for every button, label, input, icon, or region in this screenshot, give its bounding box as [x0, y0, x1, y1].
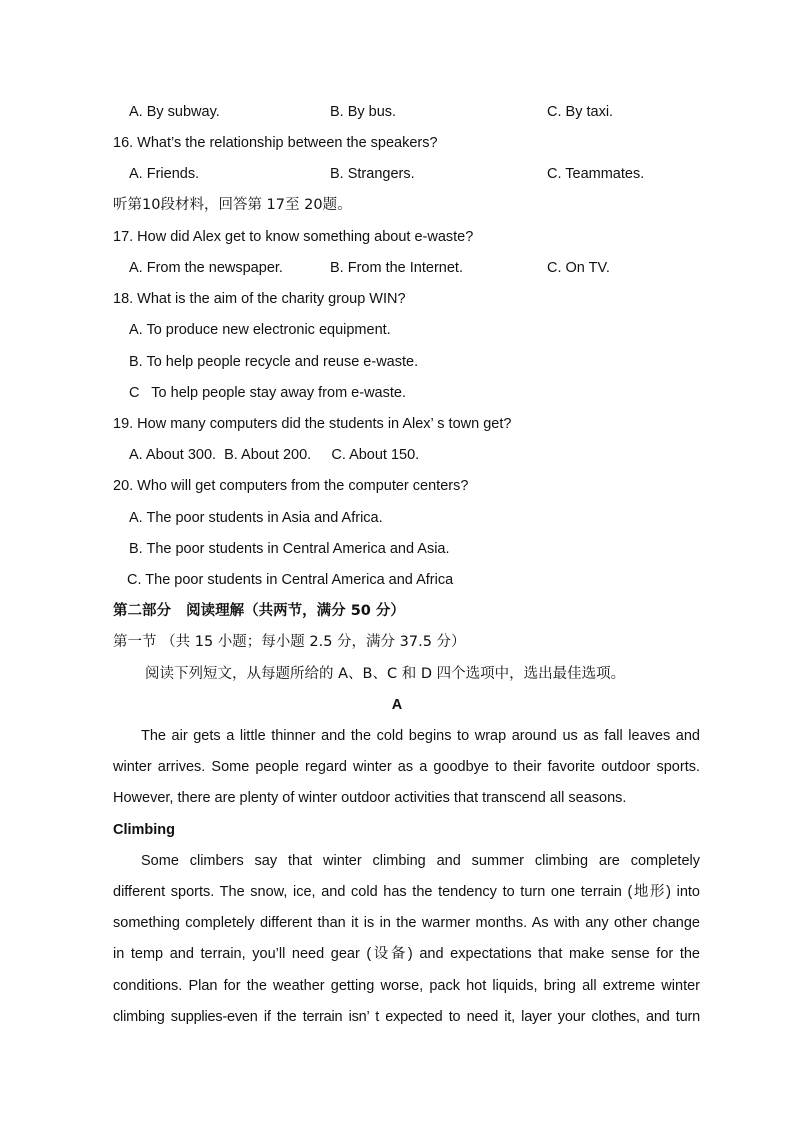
q16-stem: 16. What’s the relationship between the speakers?: [113, 135, 438, 151]
q18-option-b: B. To help people recycle and reuse e-waste.: [129, 354, 419, 370]
passage-line-3: However, there are plenty of winter outdoor activities that transcend all seasons.: [113, 790, 627, 806]
q17-stem: 17. How did Alex get to know something about e-waste?: [113, 229, 474, 245]
q20-stem: 20. Who will get computers from the computer centers?: [113, 478, 469, 494]
q19-stem: 19. How many computers did the students in Alex’ s town get?: [113, 416, 512, 432]
q18-option-c: C To help people stay away from e-waste.: [129, 385, 406, 401]
q17-option-c: C. On TV.: [547, 260, 610, 276]
q18-stem: 18. What is the aim of the charity group WIN?: [113, 291, 406, 307]
q20-option-c: C. The poor students in Central America and Africa: [127, 572, 454, 588]
q15-option-b: B. By bus.: [330, 104, 397, 120]
q16-option-c: C. Teammates.: [547, 166, 645, 182]
climbing-heading: Climbing: [113, 822, 176, 838]
reading-instruction: 阅读下列短文，从每题所给的 A、B、C 和 D 四个选项中，选出最佳选项。: [145, 666, 626, 682]
q19-options-row: A. About 300. B. About 200. C. About 150.: [129, 447, 420, 463]
passage-line-2: winter arrives. Some people regard winter as a goodbye to their favorite outdoor sports.: [113, 759, 700, 775]
q15-options-row: [129, 102, 614, 122]
q16-option-a: A. Friends.: [129, 166, 200, 182]
q20-option-b: B. The poor students in Central America and Asia.: [129, 541, 450, 557]
part2-heading: 第二部分 阅读理解（共两节，满分 50 分）: [113, 603, 405, 619]
q17-options-row: [129, 258, 610, 278]
passage-line-1: The air gets a little thinner and the cold begins to wrap around us as fall leaves and: [141, 728, 700, 744]
climbing-line-6: climbing supplies-even if the terrain isn’ t expected to need it, layer your clothes, and turn: [113, 1009, 700, 1025]
climbing-line-5: conditions. Plan for the weather getting worse, pack hot liquids, bring all extreme winter: [113, 978, 700, 994]
q16-options-row: [129, 164, 645, 184]
material-10-instruction: 听第10段材料，回答第 17至 20题。: [113, 197, 352, 213]
passage-label: A: [391, 697, 403, 713]
q16-option-b: B. Strangers.: [330, 166, 415, 182]
climbing-line-1: Some climbers say that winter climbing and summer climbing are completely: [141, 853, 700, 869]
q17-option-b: B. From the Internet.: [330, 260, 463, 276]
q15-option-a: A. By subway.: [129, 104, 220, 120]
section1-heading: 第一节 （共 15 小题；每小题 2.5 分，满分 37.5 分）: [113, 634, 466, 650]
climbing-line-2: different sports. The snow, ice, and cold has the tendency to turn one terrain (地形) into: [113, 884, 700, 900]
q15-option-c: C. By taxi.: [547, 104, 614, 120]
climbing-line-3: something completely different than it is in the warmer months. As with any other change: [113, 915, 700, 931]
q18-option-a: A. To produce new electronic equipment.: [129, 322, 391, 338]
climbing-line-4: in temp and terrain, you’ll need gear (设备) and expectations that make sense for the: [113, 946, 700, 962]
q20-option-a: A. The poor students in Asia and Africa.: [129, 510, 383, 526]
q17-option-a: A. From the newspaper.: [129, 260, 283, 276]
